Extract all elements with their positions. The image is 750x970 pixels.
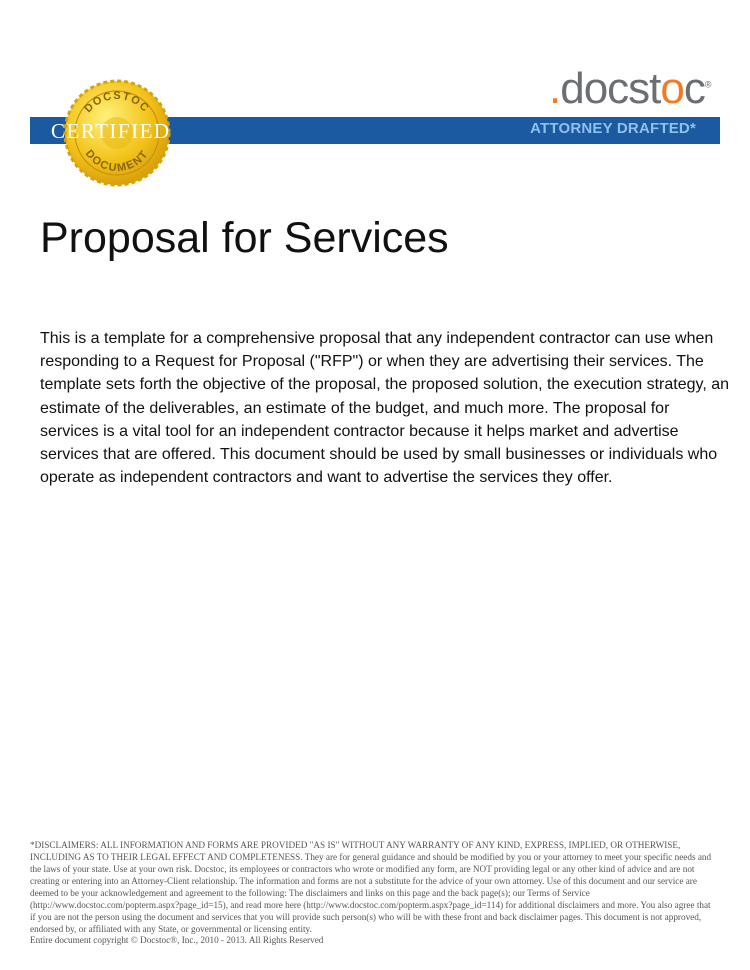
disclaimer-text: *DISCLAIMERS: ALL INFORMATION AND FORMS ARE PROVIDED "AS IS" WITHOUT ANY WARRANTY OF ANY KIND, EXPRESS, IMPLIED, OR OTHERWISE, INCLUDING AS TO THEIR LEGAL EFFECT AND COMPLETENESS. They are for general guidance and should be modified by you or your attorney to meet your specific needs and the laws of your state. Use at your own risk. Docstoc, its employees or contractors who wrote or modified any form, are NOT providing legal or any other kind of advice and are not creating or entering into an Attorney-Client relationship. The information and forms are not a substitute for the advice of your own attorney. Use of this document and our service are deemed to be your acknowledgement and agreement to the following: The disclaimers and links on this page and the back page(s); our Terms of Service (http://www.docstoc.com/popterm.aspx?page_id=15), and read more here (http://www.docstoc.com/popterm.aspx?page_id=114) for additional disclaimers and more. You also agree that if you are not the person using the document and services that you will provide such person(s) who will be with these front and back disclaimer pages. This document is not approved, endorsed by, or affiliated with any State, or governmental or licensing entity. (30, 840, 712, 934)
copyright-text: Entire document copyright © Docstoc®, Inc., 2010 - 2013. All Rights Reserved (30, 935, 324, 945)
seal-text-bottom: DOCUMENT (82, 147, 152, 175)
document-title: Proposal for Services (40, 214, 449, 262)
certified-label: CERTIFIED (51, 119, 171, 143)
docstoc-logo: .docstoc® (549, 64, 711, 113)
intro-paragraph: This is a template for a comprehensive proposal that any independent contractor can use when responding to a Request for Proposal ("RFP") or when they are advertising their services. The template sets forth the objective of the proposal, the proposed solution, the execution strategy, an estimate of the deliverables, an estimate of the budget, and much more. The proposal for services is a vital tool for an independent contractor because it helps market and advertise services that are offered. This document should be used by small businesses or individuals who operate as independent contractors and want to advertise the services they offer. (40, 330, 730, 487)
seal-text-top: DOCSTOC (82, 89, 152, 116)
attorney-drafted-label: ATTORNEY DRAFTED* (530, 120, 696, 137)
